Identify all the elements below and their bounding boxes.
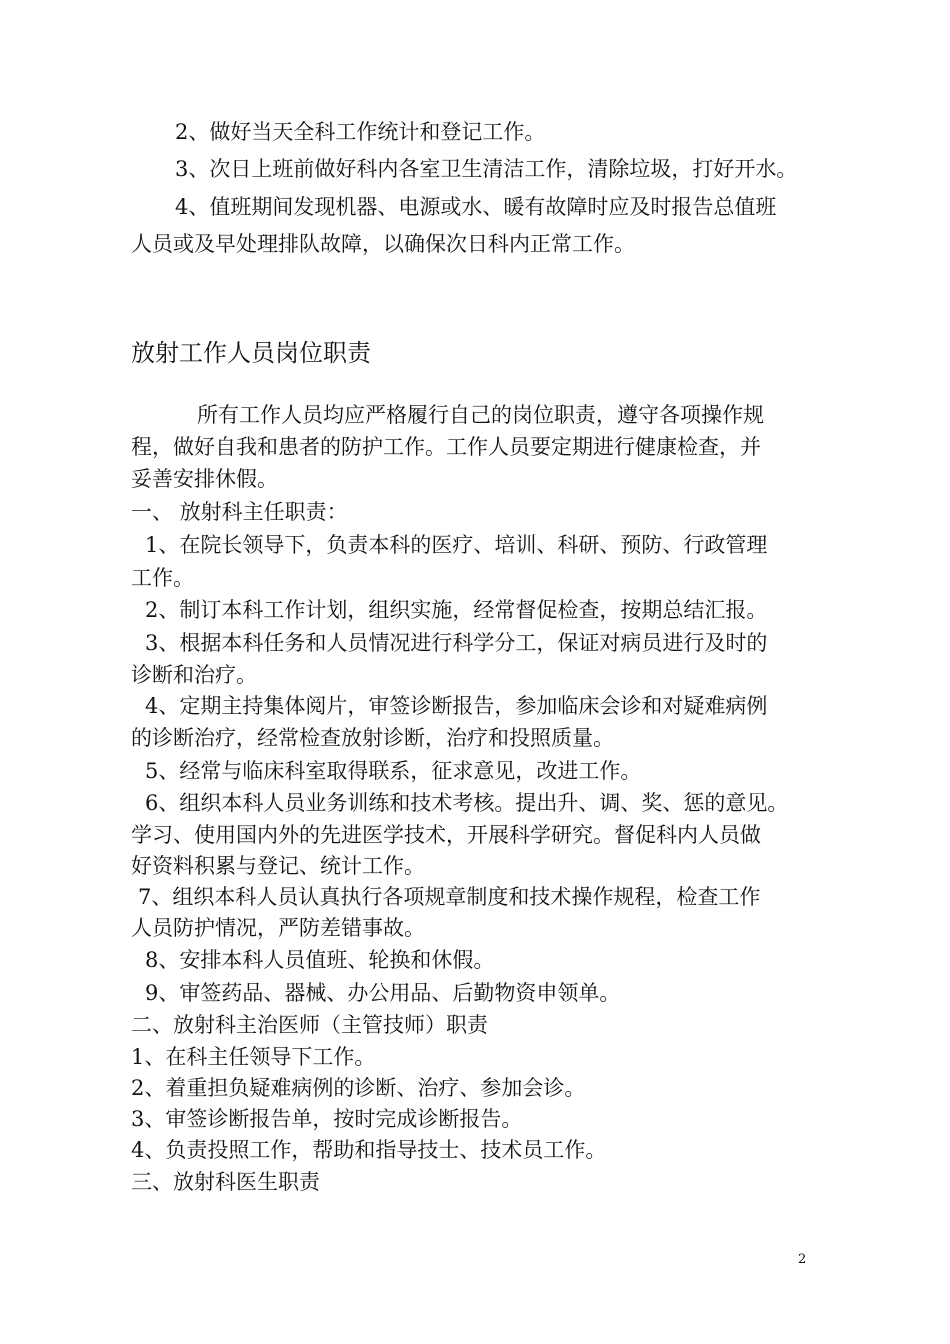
director-item-6-line-3: 好资料积累与登记、统计工作。 — [131, 854, 425, 878]
doctor-heading: 三、放射科医生职责 — [131, 1170, 320, 1194]
director-item-5: 5、经常与临床科室取得联系，征求意见，改进工作。 — [145, 759, 642, 783]
director-item-1-line-1: 1、在院长领导下，负责本科的医疗、培训、科研、预防、行政管理 — [145, 533, 768, 557]
page-number: 2 — [798, 1252, 807, 1267]
director-item-6-line-1: 6、组织本科人员业务训练和技术考核。提出升、调、奖、惩的意见。 — [145, 791, 789, 815]
director-item-9: 9、审签药品、器械、办公用品、后勤物资申领单。 — [145, 981, 621, 1005]
duty-item-4-line-1: 4、值班期间发现机器、电源或水、暖有故障时应及时报告总值班 — [175, 195, 777, 219]
attending-item-4: 4、负责投照工作，帮助和指导技士、技术员工作。 — [131, 1138, 607, 1162]
director-item-3-line-1: 3、根据本科任务和人员情况进行科学分工，保证对病员进行及时的 — [145, 631, 768, 655]
attending-item-1: 1、在科主任领导下工作。 — [131, 1045, 376, 1069]
director-item-7-line-1: 7、组织本科人员认真执行各项规章制度和技术操作规程，检查工作 — [138, 885, 761, 909]
director-item-7-line-2: 人员防护情况，严防差错事故。 — [131, 916, 425, 940]
attending-heading: 二、放射科主治医师（主管技师）职责 — [131, 1013, 488, 1037]
duty-item-4-line-2: 人员或及早处理排队故障，以确保次日科内正常工作。 — [131, 232, 635, 256]
attending-item-3: 3、审签诊断报告单，按时完成诊断报告。 — [131, 1107, 523, 1131]
intro-line-3: 妥善安排休假。 — [131, 467, 278, 491]
director-item-4-line-1: 4、定期主持集体阅片，审签诊断报告，参加临床会诊和对疑难病例 — [145, 694, 768, 718]
intro-line-2: 程，做好自我和患者的防护工作。工作人员要定期进行健康检查，并 — [131, 435, 761, 459]
attending-item-2: 2、着重担负疑难病例的诊断、治疗、参加会诊。 — [131, 1076, 586, 1100]
director-item-6-line-2: 学习、使用国内外的先进医学技术，开展科学研究。督促科内人员做 — [131, 823, 761, 847]
director-item-2: 2、制订本科工作计划，组织实施，经常督促检查，按期总结汇报。 — [145, 598, 768, 622]
intro-line-1: 所有工作人员均应严格履行自己的岗位职责，遵守各项操作规 — [197, 403, 764, 427]
section-title: 放射工作人员岗位职责 — [131, 339, 371, 367]
director-item-3-line-2: 诊断和治疗。 — [131, 663, 257, 687]
duty-item-3: 3、次日上班前做好科内各室卫生清洁工作，清除垃圾，打好开水。 — [175, 157, 798, 181]
director-heading: 一、 放射科主任职责： — [131, 500, 348, 524]
director-item-8: 8、安排本科人员值班、轮换和休假。 — [145, 948, 495, 972]
director-item-4-line-2: 的诊断治疗，经常检查放射诊断，治疗和投照质量。 — [131, 726, 614, 750]
duty-item-2: 2、做好当天全科工作统计和登记工作。 — [175, 120, 546, 144]
director-item-1-line-2: 工作。 — [131, 566, 194, 590]
